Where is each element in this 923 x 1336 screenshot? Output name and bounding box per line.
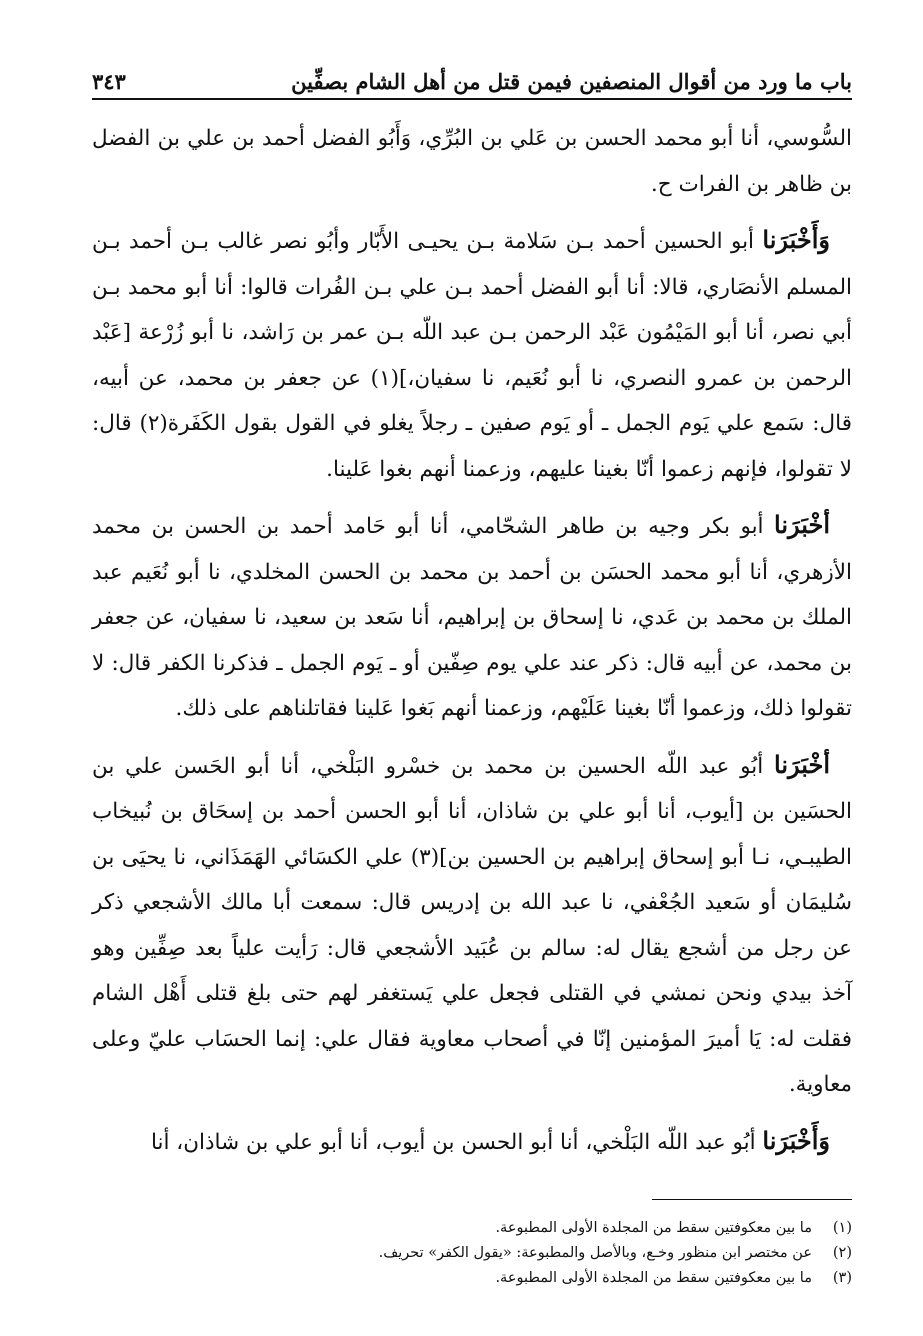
main-text: [92, 114, 852, 1165]
paragraph-3: [92, 502, 852, 732]
footnotes: [92, 1216, 852, 1291]
footnote-2: [92, 1241, 852, 1266]
footnote-number: (٢): [832, 1245, 852, 1261]
footnote-text: ما بين معكوفتين سقط من المجلدة الأولى المطبوعة.: [495, 1220, 812, 1236]
paragraph-5: [92, 1118, 852, 1166]
paragraph-text: أبُو عبد اللّه الحسين بن محمد بن خسْرو البَلْخي، أنا أبو الحَسن علي بن الحسَين بن [أيوب، أنا أبو علي بن شاذان، أنا أبو الحسن أحمد بن إسحَاق بن نُبيخاب الطيبـي، نـا أبو إسحاق إبراهيم بن الحسين بن](٣) علي الكسَائي الهَمَذَاني، نا يحيَى بن سُليمَان أو سَعيد الجُعْفي، نا عبد الله بن إدريس قال: سمعت أبا مالك الأشجعي ذكر عن رجل من أشجع يقال له: سالم بن عُبَيد الأشجعي قال: رَأيت علياً بعد صِفِّين وهو آخذ بيدي ونحن نمشي في القتلى فجعل علي يَستغفر لهم حتى بلغ قتلى أَهْل الشام فقلت له: يَا أميرَ المؤمنين إنّا في أصحاب معاوية فقال علي: إنما الحسَاب عليّ وعلى معاوية.: [92, 753, 852, 1097]
footnote-number: (٣): [832, 1270, 852, 1286]
page-number: ٣٤٣: [92, 69, 126, 94]
paragraph-text: أبو الحسين أحمد بـن سَلامة بـن يحيـى الأَبّار وأبُو نصر غالب بـن أحمد بـن المسلم الأنصَاري، قالا: أنا أبو الفضل أحمد بـن علي بـن الفُرات قالوا: أنا أبو محمد بـن أبي نصر، أنا أبو المَيْمُون عَبْد الرحمن بـن عبد اللّه بـن عمر بن رَاشد، نا أبو زُرْعة [عَبْد الرحمن بن عمرو النصري، نا أبو نُعَيم، نا سفيان،](١) عن جعفر بن محمد، عن أبيه، قال: سَمع علي يَوم الجمل ـ أو يَوم صفين ـ رجلاً يغلو في القول بقول الكَفَرة(٢) قال: لا تقولوا، فإنهم زعموا أنّا بغينا عليهم، وزعمنا أنهم بغوا عَلينا.: [92, 229, 853, 482]
paragraph-text: أبو بكر وجيه بن طاهر الشحّامي، أنا أبو حَامد أحمد بن الحسن بن محمد الأزهري، أنا أبو محمد الحسَن بن أحمد بن محمد بن الحسن المخلدي، نا أبو نُعَيم عبد الملك بن محمد بن عَدي، نا إسحاق بن إبراهيم، أنا سَعد بن سعيد، نا سفيان، عن جعفر بن محمد، عن أبيه قال: ذكر عند علي يوم صِفّين أو ـ يَوم الجمل ـ فذكرنا الكفر قال: لا تقولوا ذلك، وزعموا أنّا بغينا عَلَيْهم، وزعمنا أنهم بَغوا عَلينا فقاتلناهم على ذلك.: [92, 514, 852, 721]
footnote-text: ما بين معكوفتين سقط من المجلدة الأولى المطبوعة.: [495, 1270, 812, 1286]
footnote-number: (١): [832, 1220, 852, 1236]
book-page: [92, 58, 852, 1288]
footnote-3: [92, 1266, 852, 1291]
paragraph-1: [92, 114, 852, 207]
narration-keyword: أخْبَرَنا: [774, 510, 830, 539]
chapter-title: باب ما ورد من أقوال المنصفين فيمن قتل من أهل الشام بصفِّين: [291, 69, 852, 94]
paragraph-2: [92, 217, 852, 492]
narration-keyword: أخْبَرَنا: [774, 749, 830, 779]
footnote-separator: [652, 1199, 852, 1200]
narration-keyword: وَأَخْبَرَنا: [762, 225, 830, 254]
running-header: [92, 58, 852, 100]
footnote-text: عن مختصر ابن منظور وخـع، وبالأصل والمطبوعة: «يقول الكفر» تحريف.: [378, 1245, 812, 1261]
footnote-1: [92, 1216, 852, 1241]
paragraph-4: [92, 742, 852, 1108]
paragraph-text: السُّوسي، أنا أبو محمد الحسن بن عَلي بن البُرِّي، وَأَبُو الفضل أحمد بن علي بن الفضل بن ظاهر بن الفرات ح.: [92, 126, 852, 197]
paragraph-text: أبُو عبد اللّه البَلْخي، أنا أبو الحسن بن أيوب، أنا أبو علي بن شاذان، أنا: [150, 1129, 763, 1155]
narration-keyword: وَأَخْبَرَنا: [762, 1125, 830, 1155]
